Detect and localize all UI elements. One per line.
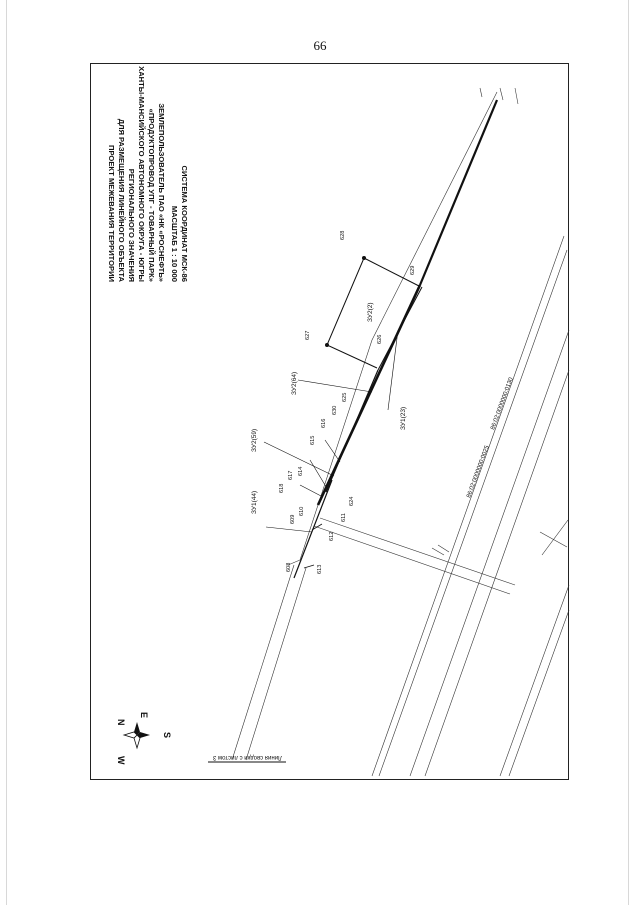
title-line-8: СИСТЕМА КООРДИНАТ МСК-86 xyxy=(180,165,189,282)
title-line-1: ПРОЕКТ МЕЖЕВАНИЯ ТЕРРИТОРИИ xyxy=(107,144,116,282)
point-label-629: 629 xyxy=(410,265,416,275)
title-line-7: МАСШТАБ 1 : 10 000 xyxy=(170,205,179,282)
point-label-614: 614 xyxy=(298,466,304,476)
point-label-626: 626 xyxy=(377,334,383,344)
compass-rose-icon xyxy=(116,712,172,765)
zone-label-zu2-2: ЗУ2(2) xyxy=(367,302,374,322)
cadastral-numbers xyxy=(466,376,515,498)
match-line-label: Линия сводки с листом 3 xyxy=(212,754,282,760)
compass-west: W xyxy=(116,756,126,765)
title-line-3: РЕГИОНАЛЬНОГО ЗНАЧЕНИЯ xyxy=(127,168,136,282)
compass-north: N xyxy=(116,719,126,726)
title-block xyxy=(107,66,189,282)
cadastral-0130: 86:02:0000000:0130 xyxy=(490,376,515,431)
point-label-609: 609 xyxy=(290,514,296,524)
title-line-2: ДЛЯ РАЗМЕЩЕНИЯ ЛИНЕЙНОГО ОБЪЕКТА xyxy=(117,118,126,282)
pipeline-corridor xyxy=(294,100,497,578)
title-line-4: ХАНТЫ-МАНСИЙСКОГО АВТОНОМНОГО ОКРУГА - ЮГРЫ xyxy=(137,66,146,282)
title-line-5: «ПРОДУКТОПРОВОД УПГ - ТОВАРНЫЙ ПАРК» xyxy=(147,108,156,282)
title-line-6: ЗЕМЛЕПОЛЬЗОВАТЕЛЬ ПАО «НК «РОСНЕФТЬ» xyxy=(157,103,166,282)
point-label-628: 628 xyxy=(340,230,346,240)
page-number: 66 xyxy=(313,38,327,53)
point-label-627: 627 xyxy=(305,330,311,340)
point-label-612: 612 xyxy=(329,531,335,541)
point-label-616: 616 xyxy=(321,418,327,428)
zone-label-zu1-23: ЗУ1(23) xyxy=(400,406,407,430)
compass-east: E xyxy=(139,712,149,719)
point-label-617: 617 xyxy=(288,470,294,480)
point-label-625: 625 xyxy=(342,392,348,402)
point-label-608: 608 xyxy=(286,562,292,572)
parcel-lines xyxy=(232,88,569,776)
point-label-610: 610 xyxy=(299,506,305,516)
leader-lines xyxy=(264,330,398,532)
point-label-630: 630 xyxy=(332,405,338,415)
compass-south: S xyxy=(162,732,172,739)
zone-label-zu2-59: ЗУ2(59) xyxy=(251,428,258,452)
point-labels xyxy=(279,231,416,574)
point-label-613: 613 xyxy=(317,564,323,574)
point-label-624: 624 xyxy=(349,496,355,506)
zone-label-zu1-44: ЗУ1(44) xyxy=(251,490,258,514)
zone-label-zu2-64: ЗУ2(64) xyxy=(291,371,298,395)
point-label-615: 615 xyxy=(310,435,316,445)
cadastral-0025: 86:02:0000000:0025 xyxy=(466,444,491,499)
point-label-611: 611 xyxy=(341,513,347,522)
match-line xyxy=(208,754,286,762)
point-label-618: 618 xyxy=(279,483,285,493)
